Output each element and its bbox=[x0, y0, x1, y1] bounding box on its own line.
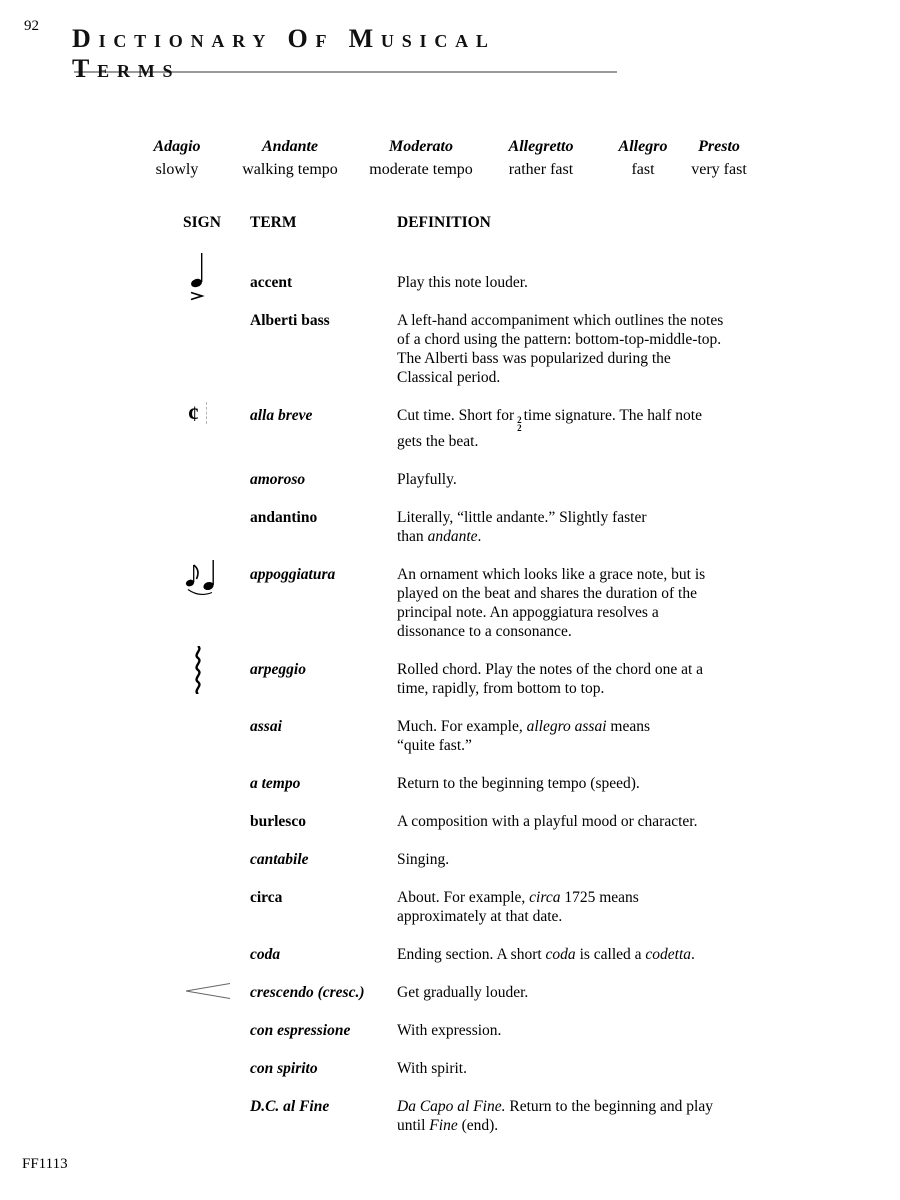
term-label: amoroso bbox=[250, 471, 306, 488]
definition-segment: Return to the beginning tempo (speed). bbox=[397, 775, 640, 792]
definition-segment: . bbox=[477, 528, 482, 545]
definition-line bbox=[397, 508, 732, 527]
entry-row-con-espressione bbox=[183, 1021, 863, 1040]
entry-row-burlesco bbox=[183, 812, 863, 831]
definition-text bbox=[397, 470, 732, 489]
definition-segment: Classical period. bbox=[397, 369, 501, 386]
definition-segment: With expression. bbox=[397, 1022, 502, 1039]
definition-text bbox=[397, 311, 732, 387]
term-label: appoggiatura bbox=[250, 566, 336, 583]
definition-text bbox=[397, 1021, 732, 1040]
definition-text bbox=[397, 273, 732, 292]
definition-text bbox=[397, 850, 732, 869]
tempo-meaning: rather fast bbox=[508, 161, 574, 178]
tempo-item-andante bbox=[242, 138, 338, 179]
definition-line bbox=[397, 622, 732, 641]
tempo-meaning: fast bbox=[631, 161, 655, 178]
term-label: assai bbox=[250, 718, 282, 735]
definition-line bbox=[397, 983, 732, 1002]
definition-line bbox=[397, 774, 732, 793]
definition-text bbox=[397, 508, 732, 546]
definition-line bbox=[397, 907, 732, 926]
tempo-meaning: moderate tempo bbox=[369, 161, 473, 178]
definition-segment: dissonance to a consonance. bbox=[397, 623, 572, 640]
definition-line bbox=[397, 945, 732, 964]
term-label: a tempo bbox=[250, 775, 301, 792]
page-title bbox=[72, 24, 496, 84]
definition-line bbox=[397, 1116, 732, 1135]
definition-line bbox=[397, 565, 732, 584]
definition-segment: allegro assai bbox=[526, 718, 607, 735]
tempo-term: Presto bbox=[698, 138, 740, 155]
entry-row-a-tempo bbox=[183, 774, 863, 793]
definition-segment: approximately at that date. bbox=[397, 908, 563, 925]
definition-text bbox=[397, 717, 732, 755]
definition-segment: is called a bbox=[575, 946, 646, 963]
definition-line bbox=[397, 273, 732, 292]
page-number: 92 bbox=[24, 18, 39, 34]
definition-segment: played on the beat and shares the duration of the bbox=[397, 585, 697, 602]
definition-segment: About. For example, bbox=[397, 889, 530, 906]
arpeggio-squiggle-icon bbox=[193, 646, 203, 699]
definition-segment: An ornament which looks like a grace note, but is bbox=[397, 566, 706, 583]
tempo-term: Moderato bbox=[388, 138, 453, 155]
term-label: andantino bbox=[250, 509, 318, 526]
definition-segment: (end). bbox=[457, 1117, 499, 1134]
definition-segment: until bbox=[397, 1117, 430, 1134]
definition-segment: coda bbox=[545, 946, 576, 963]
tempo-meaning: walking tempo bbox=[242, 161, 338, 178]
entry-row-alla-breve bbox=[183, 401, 863, 451]
term-label: accent bbox=[250, 274, 293, 291]
definition-text bbox=[397, 945, 732, 964]
definition-text bbox=[397, 1097, 732, 1135]
time-signature-digit: 2 bbox=[517, 422, 522, 433]
definition-segment: Literally, “little andante.” Slightly faster bbox=[397, 509, 647, 526]
entry-row-arpeggio bbox=[183, 660, 863, 698]
tempo-item-allegro bbox=[619, 138, 668, 179]
definition-segment: A left-hand accompaniment which outlines the notes bbox=[397, 312, 724, 329]
term-label: circa bbox=[250, 889, 283, 906]
definition-line bbox=[397, 330, 732, 349]
definition-segment: codetta bbox=[645, 946, 692, 963]
term-label: cantabile bbox=[250, 851, 309, 868]
crescendo-hairpin-icon bbox=[185, 981, 231, 1006]
entry-row-amoroso bbox=[183, 470, 863, 489]
tempo-meaning: very fast bbox=[691, 161, 747, 178]
tempo-meaning: slowly bbox=[155, 161, 199, 178]
definition-line bbox=[397, 432, 732, 451]
term-label: con espressione bbox=[250, 1022, 351, 1039]
definition-text bbox=[397, 660, 732, 698]
definition-line bbox=[397, 470, 732, 489]
entry-row-cantabile bbox=[183, 850, 863, 869]
definition-text bbox=[397, 406, 732, 451]
definition-line bbox=[397, 311, 732, 330]
definition-line bbox=[397, 603, 732, 622]
definition-line bbox=[397, 1059, 732, 1078]
tempo-item-allegretto bbox=[509, 138, 574, 179]
tempo-item-moderato bbox=[369, 138, 473, 179]
definition-segment: gets the beat. bbox=[397, 433, 479, 450]
definition-segment: principal note. An appoggiatura resolves a bbox=[397, 604, 659, 621]
definition-segment: With spirit. bbox=[397, 1060, 467, 1077]
title-line-1: Dictionary Of Musical bbox=[72, 24, 496, 53]
entry-row-andantino bbox=[183, 508, 863, 546]
title-line-2: Terms bbox=[72, 54, 181, 83]
definition-segment: Playfully. bbox=[397, 471, 457, 488]
entry-row-circa bbox=[183, 888, 863, 926]
definition-line bbox=[397, 812, 732, 831]
definition-line bbox=[397, 660, 732, 679]
time-signature-2-2 bbox=[517, 417, 522, 432]
footer-catalog-number: FF1113 bbox=[22, 1156, 68, 1172]
definition-line bbox=[397, 888, 732, 907]
definition-line bbox=[397, 736, 732, 755]
time-signature-digit: 2 bbox=[517, 415, 522, 425]
column-header-sign: SIGN bbox=[183, 214, 221, 231]
definition-segment: than bbox=[397, 528, 428, 545]
definition-segment: . bbox=[691, 946, 695, 963]
definition-line bbox=[397, 1021, 732, 1040]
tempo-term: Allegro bbox=[618, 138, 668, 155]
tempo-term: Adagio bbox=[153, 138, 201, 155]
definition-segment: 1725 means bbox=[560, 889, 639, 906]
term-label: alla breve bbox=[250, 407, 313, 424]
definition-line bbox=[397, 717, 732, 736]
definition-line bbox=[397, 406, 732, 432]
definition-segment: Ending section. A short bbox=[397, 946, 546, 963]
term-label: coda bbox=[250, 946, 281, 963]
definition-text bbox=[397, 812, 732, 831]
definition-segment: Much. For example, bbox=[397, 718, 527, 735]
definition-segment: The Alberti bass was popularized during the bbox=[397, 350, 671, 367]
definition-segment: Return to the beginning and play bbox=[505, 1098, 713, 1115]
definition-segment: circa bbox=[529, 889, 561, 906]
definition-segment: A composition with a playful mood or character. bbox=[397, 813, 698, 830]
definition-line bbox=[397, 368, 732, 387]
term-label: arpeggio bbox=[250, 661, 306, 678]
definition-line bbox=[397, 527, 732, 546]
definition-segment: Cut time. Short for bbox=[397, 407, 515, 424]
definition-segment: of a chord using the pattern: bottom-top-middle-top. bbox=[397, 331, 722, 348]
definition-segment: Singing. bbox=[397, 851, 450, 868]
tempo-term: Andante bbox=[261, 138, 319, 155]
entry-row-coda bbox=[183, 945, 863, 964]
term-label: D.C. al Fine bbox=[250, 1098, 330, 1115]
accent-note-icon bbox=[189, 251, 209, 306]
definition-segment: Da Capo al Fine. bbox=[397, 1098, 506, 1115]
entry-row-assai bbox=[183, 717, 863, 755]
entry-row-crescendo-cresc bbox=[183, 983, 863, 1002]
entry-row-appoggiatura bbox=[183, 565, 863, 641]
definition-text bbox=[397, 983, 732, 1002]
definition-text bbox=[397, 888, 732, 926]
tempo-term: Allegretto bbox=[508, 138, 574, 155]
definition-segment: Get gradually louder. bbox=[397, 984, 529, 1001]
definition-segment: “quite fast.” bbox=[397, 737, 472, 754]
term-label: Alberti bass bbox=[250, 312, 330, 329]
cut-time-icon: ¢ bbox=[188, 402, 207, 426]
column-header-term: TERM bbox=[250, 214, 297, 231]
entry-row-accent bbox=[183, 273, 863, 292]
definition-text bbox=[397, 565, 732, 641]
definition-line bbox=[397, 850, 732, 869]
appoggiatura-notes-icon bbox=[183, 556, 219, 603]
definition-line bbox=[397, 584, 732, 603]
definition-segment: andante bbox=[427, 528, 478, 545]
definition-segment: means bbox=[606, 718, 651, 735]
entry-row-d-c-al-fine bbox=[183, 1097, 863, 1135]
term-label: burlesco bbox=[250, 813, 306, 830]
term-label: con spirito bbox=[250, 1060, 318, 1077]
definition-segment: Fine bbox=[429, 1117, 458, 1134]
definition-line bbox=[397, 1097, 732, 1116]
definition-segment: time, rapidly, from bottom to top. bbox=[397, 680, 605, 697]
term-label: crescendo (cresc.) bbox=[250, 984, 365, 1001]
definition-segment: time signature. The half note bbox=[523, 407, 702, 424]
tempo-item-presto bbox=[691, 138, 747, 179]
definition-line bbox=[397, 679, 732, 698]
definition-line bbox=[397, 349, 732, 368]
entry-row-alberti-bass bbox=[183, 311, 863, 387]
definition-segment: Play this note louder. bbox=[397, 274, 528, 291]
definition-text bbox=[397, 774, 732, 793]
entry-row-con-spirito bbox=[183, 1059, 863, 1078]
definition-text bbox=[397, 1059, 732, 1078]
dictionary-entries bbox=[183, 273, 863, 1154]
tempo-item-adagio bbox=[153, 138, 200, 179]
definition-segment: Rolled chord. Play the notes of the chord one at a bbox=[397, 661, 704, 678]
column-header-definition: DEFINITION bbox=[397, 214, 491, 231]
